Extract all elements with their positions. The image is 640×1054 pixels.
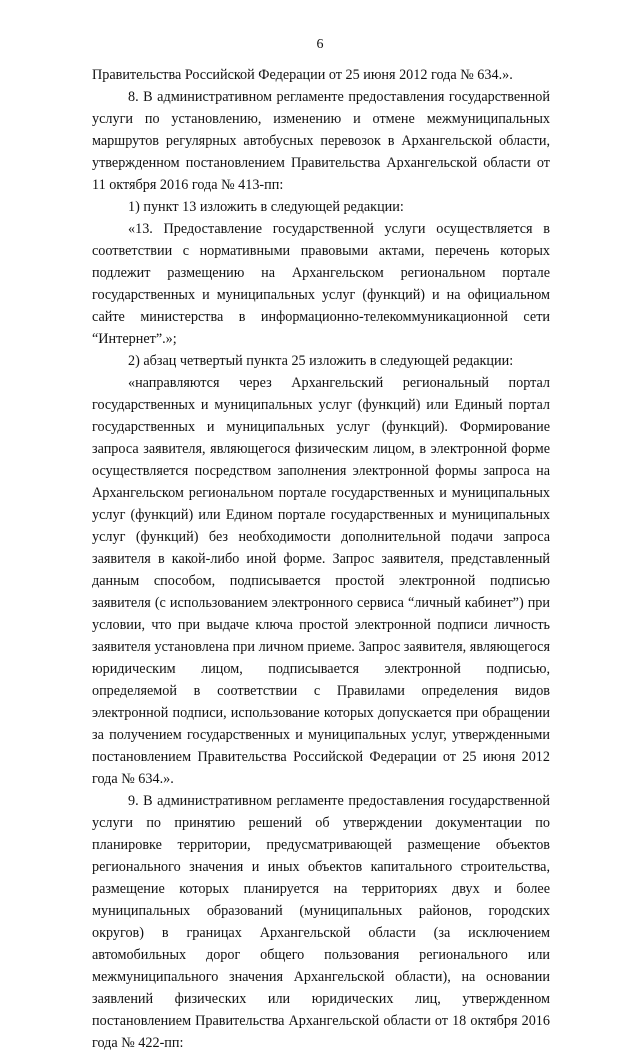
page-number: 6 <box>316 37 324 52</box>
paragraph-quote-25: «направляются через Архангельский региональный портал государственных и муниципальных услуг (функций) или Единый портал государственных и муниципальных услуг (функций). Формирование запроса заявителя, являющегося физическим лицом, в электронной форме осуществляется посредством заполнения электронной формы запроса на Архангельском региональном портале государственных и муниципальных услуг (функций) или Едином портале государственных и муниципальных услуг (функций) без необходимости дополнительной подачи запроса заявителя в какой-либо иной форме. Запрос заявителя, представленный данным способом, подписывается простой электронной подписью заявителя (с использованием электронного сервиса “личный кабинет”) при условии, что при выдаче ключа простой электронной подписи личность заявителя установлена при личном приеме. Запрос заявителя, являющегося юридическим лицом, подписывается электронной подписью, определяемой в соответствии с Правилами определения видов электронной подписи, использование которых допускается при обращении за получением государственных и муниципальных услуг, утвержденными постановлением Правительства Российской Федерации от 25 июня 2012 года № 634.». <box>92 375 550 787</box>
paragraph-item-8: 8. В административном регламенте предоставления государственной услуги по установлению, изменению и отмене межмуниципальных маршрутов регулярных автобусных перевозок в Архангельской области, утвержденном постановлением Правительства Архангельской области от 11 октября 2016 года № 413-пп: <box>92 89 550 193</box>
paragraph-item-9: 9. В административном регламенте предоставления государственной услуги по принятию решений об утверждении документации по планировке территории, предусматривающей размещение объектов регионального значения и иных объектов капитального строительства, размещение которых планируется на территориях двух и более муниципальных образований (муниципальных районов, городских округов) в границах Архангельской области (за исключением автомобильных дорог общего пользования регионального или межмуниципального значения Архангельской области), на основании заявлений физических или юридических лиц, утвержденном постановлением Правительства Архангельской области от 18 октября 2016 года № 422-пп: <box>92 793 550 1051</box>
paragraph-quote-13: «13. Предоставление государственной услуги осуществляется в соответствии с нормативными правовыми актами, перечень которых подлежит размещению на Архангельском региональном портале государственных и муниципальных услуг (функций) и на официальном сайте министерства в информационно-телекоммуникационной сети “Интернет”.»; <box>92 221 550 347</box>
paragraph-subitem-2: 2) абзац четвертый пункта 25 изложить в следующей редакции: <box>128 353 514 369</box>
paragraph-continuation: Правительства Российской Федерации от 25 июня 2012 года № 634.». <box>92 67 513 83</box>
document-body <box>92 64 550 1054</box>
paragraph-subitem-1: 1) пункт 13 изложить в следующей редакции: <box>128 199 404 215</box>
